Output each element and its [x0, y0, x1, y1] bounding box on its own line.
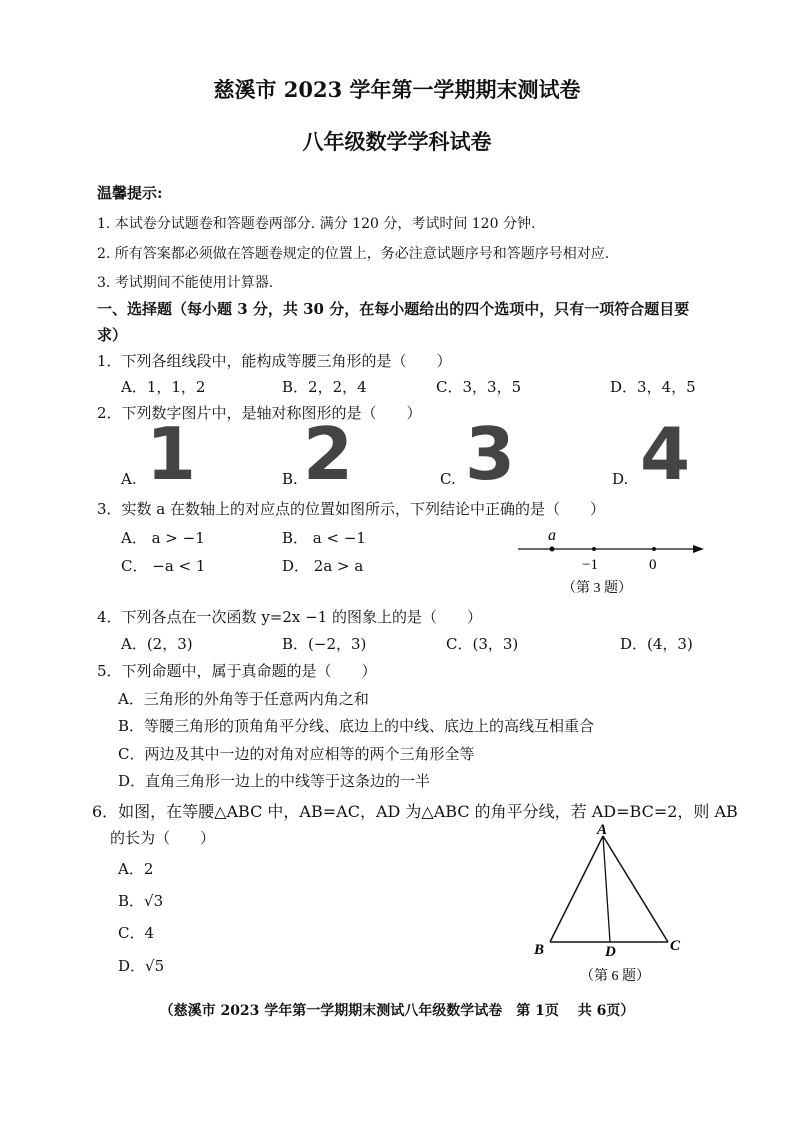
- point-a-label: a: [548, 527, 556, 544]
- notice-item-2: 2. 所有答案都必须做在答题卷规定的位置上，务必注意试题序号和答题序号相对应.: [97, 246, 610, 262]
- q5-option-a: A．三角形的外角等于任意两内角之和: [118, 690, 369, 708]
- q6-triangle-figure: [528, 822, 698, 992]
- q3-option-c: C． −a < 1: [121, 557, 206, 575]
- q5-stem: 5．下列命题中，属于真命题的是（ ）: [97, 662, 377, 680]
- q2-option-b: B.: [282, 470, 298, 488]
- q3-option-d: D． 2a > a: [282, 557, 364, 575]
- vertex-c-label: C: [670, 938, 681, 954]
- q6-stem-line2: 的长为（ ）: [110, 829, 216, 847]
- tick-minus-one-label: −1: [582, 557, 598, 573]
- segment-ad: [603, 836, 610, 942]
- q4-option-b: B．(−2，3): [282, 635, 367, 653]
- q3-option-b: B． a < −1: [282, 529, 366, 547]
- q1-option-a: A．1，1，2: [121, 378, 206, 396]
- page-footer: （慈溪市 2023 学年第一学期期末测试八年级数学试卷 第 1页 共 6页）: [159, 1003, 635, 1019]
- point-a-dot: [550, 547, 555, 552]
- vertex-a-label: A: [597, 822, 608, 838]
- page-subtitle: 八年级数学学科试卷: [302, 129, 492, 154]
- q4-option-d: D．(4，3): [620, 635, 693, 653]
- notice-item-1: 1. 本试卷分试题卷和答题卷两部分. 满分 120 分，考试时间 120 分钟.: [97, 216, 536, 232]
- section-heading-line1: 一、选择题（每小题 3 分，共 30 分，在每小题给出的四个选项中，只有一项符合题目要: [97, 300, 690, 318]
- q2-digit-4-image: 4: [640, 412, 691, 496]
- q2-digit-2-image: 2: [303, 412, 354, 496]
- q6-stem-line1: 6．如图，在等腰△ABC 中，AB=AC，AD 为△ABC 的角平分线，若 AD=BC=2，则 AB: [92, 802, 738, 821]
- q6-option-b: B．√3: [118, 892, 164, 910]
- q6-option-d: D．√5: [118, 957, 165, 975]
- page-title: 慈溪市 2023 学年第一学期期末测试卷: [213, 77, 581, 102]
- q3-option-a: A． a > −1: [121, 529, 205, 547]
- q3-number-line-figure: [510, 522, 710, 602]
- q2-option-a: A.: [121, 470, 137, 488]
- q4-option-c: C．(3，3): [446, 635, 519, 653]
- q1-option-d: D．3，4，5: [610, 378, 696, 396]
- tick-zero-dot: [652, 547, 656, 551]
- q3-caption: （第 3 题）: [562, 581, 632, 596]
- q6-caption: （第 6 题）: [580, 969, 650, 984]
- q2-option-c: C.: [440, 470, 456, 488]
- q2-stem: 2．下列数字图片中，是轴对称图形的是（ ）: [97, 404, 422, 422]
- q3-stem: 3．实数 a 在数轴上的对应点的位置如图所示，下列结论中正确的是（ ）: [97, 500, 606, 518]
- q4-option-a: A．(2，3): [121, 635, 193, 653]
- q4-stem: 4．下列各点在一次函数 y=2x −1 的图象上的是（ ）: [97, 608, 483, 626]
- q1-option-c: C．3，3，5: [436, 378, 522, 396]
- tick-zero-label: 0: [649, 557, 657, 573]
- q6-option-a: A．2: [118, 860, 154, 878]
- q1-stem: 1．下列各组线段中，能构成等腰三角形的是（ ）: [97, 352, 452, 370]
- q1-option-b: B．2，2，4: [282, 378, 367, 396]
- q5-option-c: C．两边及其中一边的对角对应相等的两个三角形全等: [118, 745, 475, 763]
- notice-item-3: 3. 考试期间不能使用计算器.: [97, 275, 274, 291]
- number-line-arrow: [693, 545, 704, 553]
- q2-digit-1-image: 1: [146, 412, 197, 496]
- section-heading-line2: 求）: [97, 326, 128, 344]
- q5-option-b: B．等腰三角形的顶角角平分线、底边上的中线、底边上的高线互相重合: [118, 717, 595, 735]
- vertex-b-label: B: [534, 942, 545, 958]
- q2-option-d: D.: [612, 470, 629, 488]
- q2-digit-3-image: 3: [465, 412, 516, 496]
- q5-option-d: D．直角三角形一边上的中线等于这条边的一半: [118, 772, 431, 790]
- q6-option-c: C．4: [118, 924, 155, 942]
- notice-heading: 温馨提示:: [97, 184, 163, 202]
- side-ab: [550, 836, 603, 942]
- point-d-label: D: [605, 944, 616, 960]
- side-ac: [603, 836, 668, 942]
- tick-minus-one-dot: [592, 547, 596, 551]
